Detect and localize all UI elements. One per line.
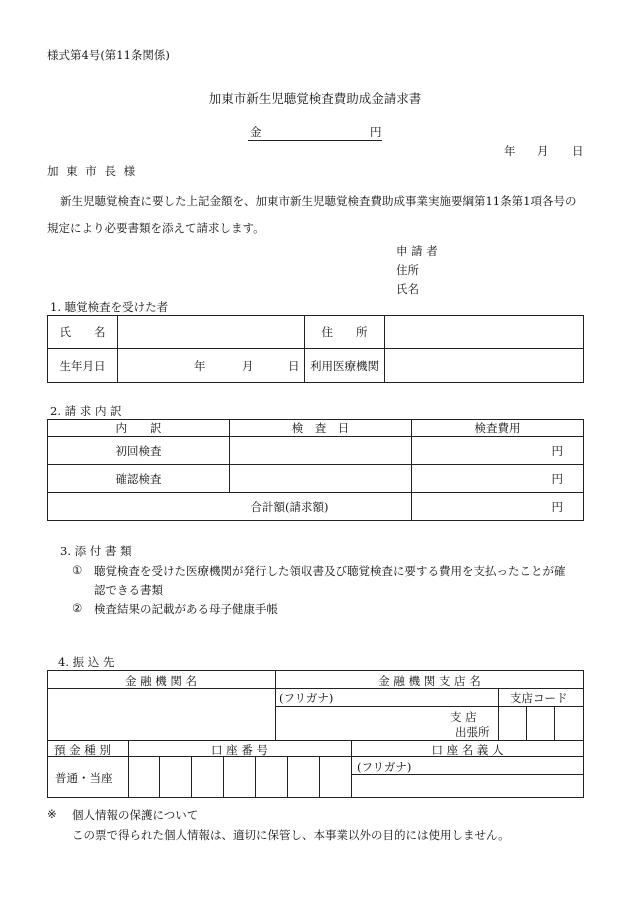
col-date: 検 査 日 — [230, 420, 412, 437]
address-label: 住 所 — [305, 316, 385, 349]
address-field[interactable] — [385, 316, 584, 349]
branch-name-label: 金 融 機 関 支 店 名 — [378, 674, 481, 688]
addressee: 加 東 市 長 様 — [47, 164, 138, 178]
privacy-mark: ※ — [47, 807, 57, 821]
total-label: 合計額(請求額) — [48, 493, 412, 521]
date-day: 日 — [572, 144, 584, 158]
section1-heading: 1. 聴覚検査を受けた者 — [50, 300, 169, 314]
name-label: 氏 名 — [48, 316, 118, 349]
branch-shiten: 支 店 — [450, 710, 477, 724]
deposit-type-label: 預 金 種 別 — [54, 743, 111, 757]
birth-label: 生年月日 — [48, 349, 118, 383]
billing-table — [47, 419, 584, 521]
row-initial-item: 初回検査 — [48, 437, 230, 465]
col-item: 内 訳 — [48, 420, 230, 437]
applicant-name-label: 氏名 — [396, 282, 419, 296]
attach-1-mark: ① — [72, 563, 83, 577]
total-cost[interactable]: 円 — [412, 493, 584, 521]
col-cost: 検査費用 — [412, 420, 584, 437]
applicant-label: 申 請 者 — [396, 244, 438, 258]
account-holder-label: 口 座 名 義 人 — [431, 743, 504, 757]
body-line-2: 規定により必要書類を添えて請求します。 — [47, 221, 265, 235]
examinee-table — [47, 315, 584, 383]
section4-heading: 4. 振 込 先 — [58, 655, 115, 669]
body-line-1: 新生児聴覚検査に要した上記金額を、加東市新生児聴覚検査費助成事業実施要綱第11条第1項各号の — [60, 194, 577, 208]
applicant-address-label: 住所 — [396, 263, 419, 277]
row-confirm-item: 確認検査 — [48, 465, 230, 493]
bank-name-label: 金 融 機 関 名 — [124, 674, 198, 688]
account-number-label: 口 座 番 号 — [211, 743, 268, 757]
row-initial-date[interactable] — [230, 437, 412, 465]
branch-furigana: (フリガナ) — [279, 691, 334, 705]
deposit-type-value[interactable]: 普通・当座 — [55, 771, 113, 785]
birth-month: 月 — [242, 359, 254, 373]
birth-field[interactable] — [118, 349, 305, 383]
holder-furigana: (フリガナ) — [357, 760, 412, 774]
branch-shutchosho: 出張所 — [455, 725, 490, 739]
privacy-heading: 個人情報の保護について — [72, 808, 199, 822]
attach-1-line-1: 聴覚検査を受けた医療機関が発行した領収書及び聴覚検査に要する費用を支払ったことが確 — [94, 564, 566, 578]
section3-heading: 3. 添 付 書 類 — [60, 544, 132, 558]
date-year: 年 — [504, 144, 516, 158]
form-number: 様式第4号(第11条関係) — [47, 48, 170, 62]
attach-2-mark: ② — [72, 601, 83, 615]
branch-code-label: 支店コード — [510, 691, 568, 705]
privacy-text: この票で得られた個人情報は、適切に保管し、本事業以外の目的には使用しません。 — [72, 828, 510, 842]
date-month: 月 — [537, 144, 549, 158]
amount-underline — [248, 140, 382, 141]
amount-prefix: 金 — [250, 125, 262, 139]
section2-heading: 2. 請 求 内 訳 — [50, 404, 122, 418]
attach-2-text: 検査結果の記載がある母子健康手帳 — [94, 602, 278, 616]
row-confirm-cost[interactable]: 円 — [412, 465, 584, 493]
clinic-label: 利用医療機関 — [305, 349, 385, 383]
attach-1-line-2: 認できる書類 — [94, 583, 163, 597]
page-title: 加東市新生児聴覚検査費助成金請求書 — [208, 91, 422, 106]
birth-day: 日 — [288, 359, 300, 373]
row-initial-cost[interactable]: 円 — [412, 437, 584, 465]
name-field[interactable] — [118, 316, 305, 349]
row-confirm-date[interactable] — [230, 465, 412, 493]
birth-year: 年 — [194, 359, 206, 373]
amount-unit: 円 — [370, 125, 382, 139]
clinic-field[interactable] — [385, 349, 584, 383]
